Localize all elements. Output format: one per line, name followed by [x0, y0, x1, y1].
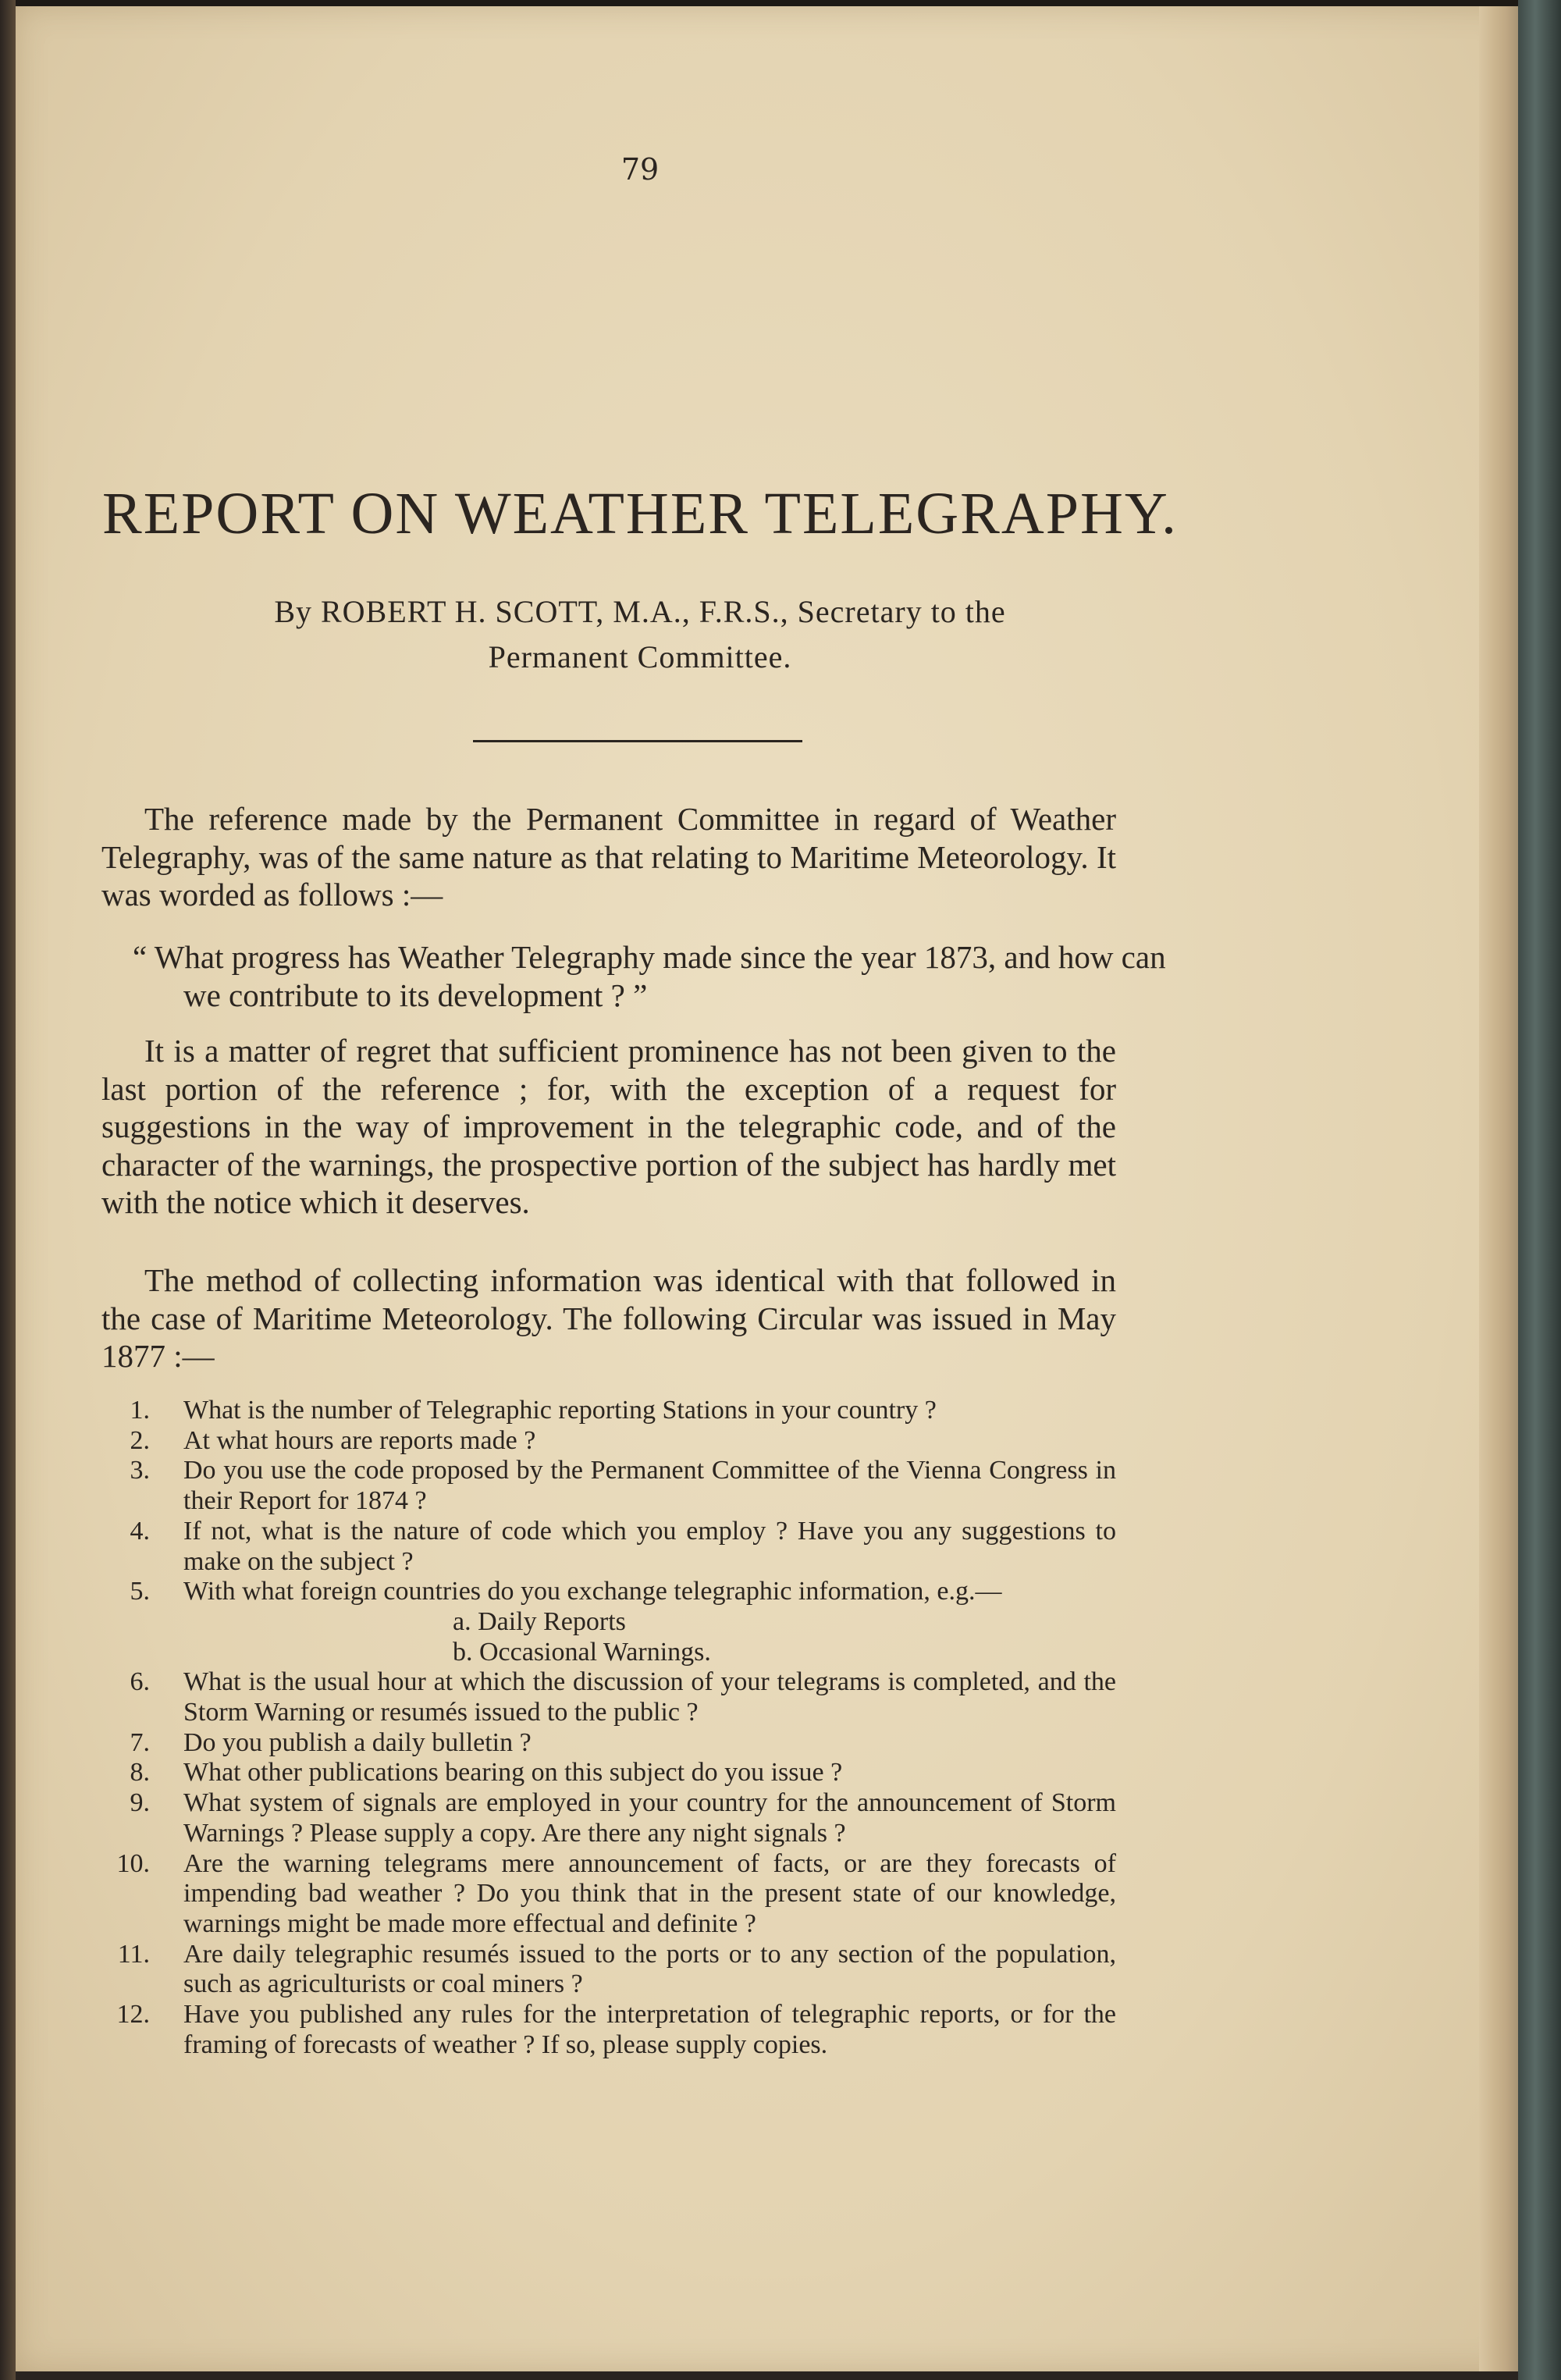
question-subitem: b. Occasional Warnings.: [453, 1637, 711, 1667]
question-item: 5. With what foreign countries do you exchange telegraphic information, e.g.—: [130, 1577, 1002, 1606]
question-item: 12. Have you published any rules for the interpretation of telegraphic reports, or for the framing of forecasts of weather ? If so, please supply copies.: [116, 2000, 1116, 2059]
page-number: 79: [620, 152, 660, 187]
question-item: 6. What is the usual hour at which the discussion of your telegrams is completed, and the Storm Warning or resumés issued to the public ?: [130, 1667, 1116, 1727]
question-item: 2. At what hours are reports made ?: [130, 1425, 536, 1455]
paragraph-method: The method of collecting information was identical with that followed in the case of Maritime Meteorology. The following Circular was issued in May 1877 :—: [101, 1262, 1116, 1374]
question-item: 11. Are daily telegraphic resumés issued to the ports or to any section of the population, such as agriculturists or coal miners ?: [117, 1939, 1116, 1999]
question-item: 4. If not, what is the nature of code which you employ ? Have you any suggestions to make on the subject ?: [130, 1516, 1116, 1576]
question-item: 7. Do you publish a daily bulletin ?: [130, 1727, 532, 1757]
question-item: 1. What is the number of Telegraphic reporting Stations in your country ?: [130, 1396, 937, 1425]
question-subitem: a. Daily Reports: [453, 1606, 626, 1636]
paragraph-reference: The reference made by the Permanent Committee in regard of Weather Telegraphy, was of the same nature as that relating to Maritime Meteorology. It was worded as follows :—: [101, 801, 1116, 913]
question-item: 10. Are the warning telegrams mere announcement of facts, or are they forecasts of impending bad weather ? Do you think that in the present state of our knowledge, warnings might be made more effectual and definite ?: [116, 1848, 1116, 1938]
question-item: 9. What system of signals are employed in your country for the announcement of Storm Warnings ? Please supply a copy. Are there any night signals ?: [130, 1788, 1116, 1848]
question-item: 3. Do you use the code proposed by the Permanent Committee of the Vienna Congress in their Report for 1874 ?: [130, 1456, 1116, 1516]
paragraph-regret: It is a matter of regret that sufficient prominence has not been given to the last portion of the reference ; for, with the exception of a request for suggestions in the way of improvement in the telegraphic code, and of the character of the warnings, the prospective portion of the subject has hardly met with the notice which it deserves.: [101, 1033, 1116, 1220]
circular-questions: [101, 1396, 1116, 2060]
report-title: REPORT ON WEATHER TELEGRAPHY.: [102, 481, 1178, 546]
question-item: 8. What other publications bearing on this subject do you issue ?: [130, 1758, 843, 1788]
byline-line-1: By ROBERT H. SCOTT, M.A., F.R.S., Secretary to the: [274, 594, 1006, 629]
section-divider: [473, 740, 802, 742]
byline-line-2: Permanent Committee.: [488, 639, 792, 674]
quoted-question: “ What progress has Weather Telegraphy made since the year 1873, and how can we contribute to its development ? ”: [133, 939, 1166, 1013]
